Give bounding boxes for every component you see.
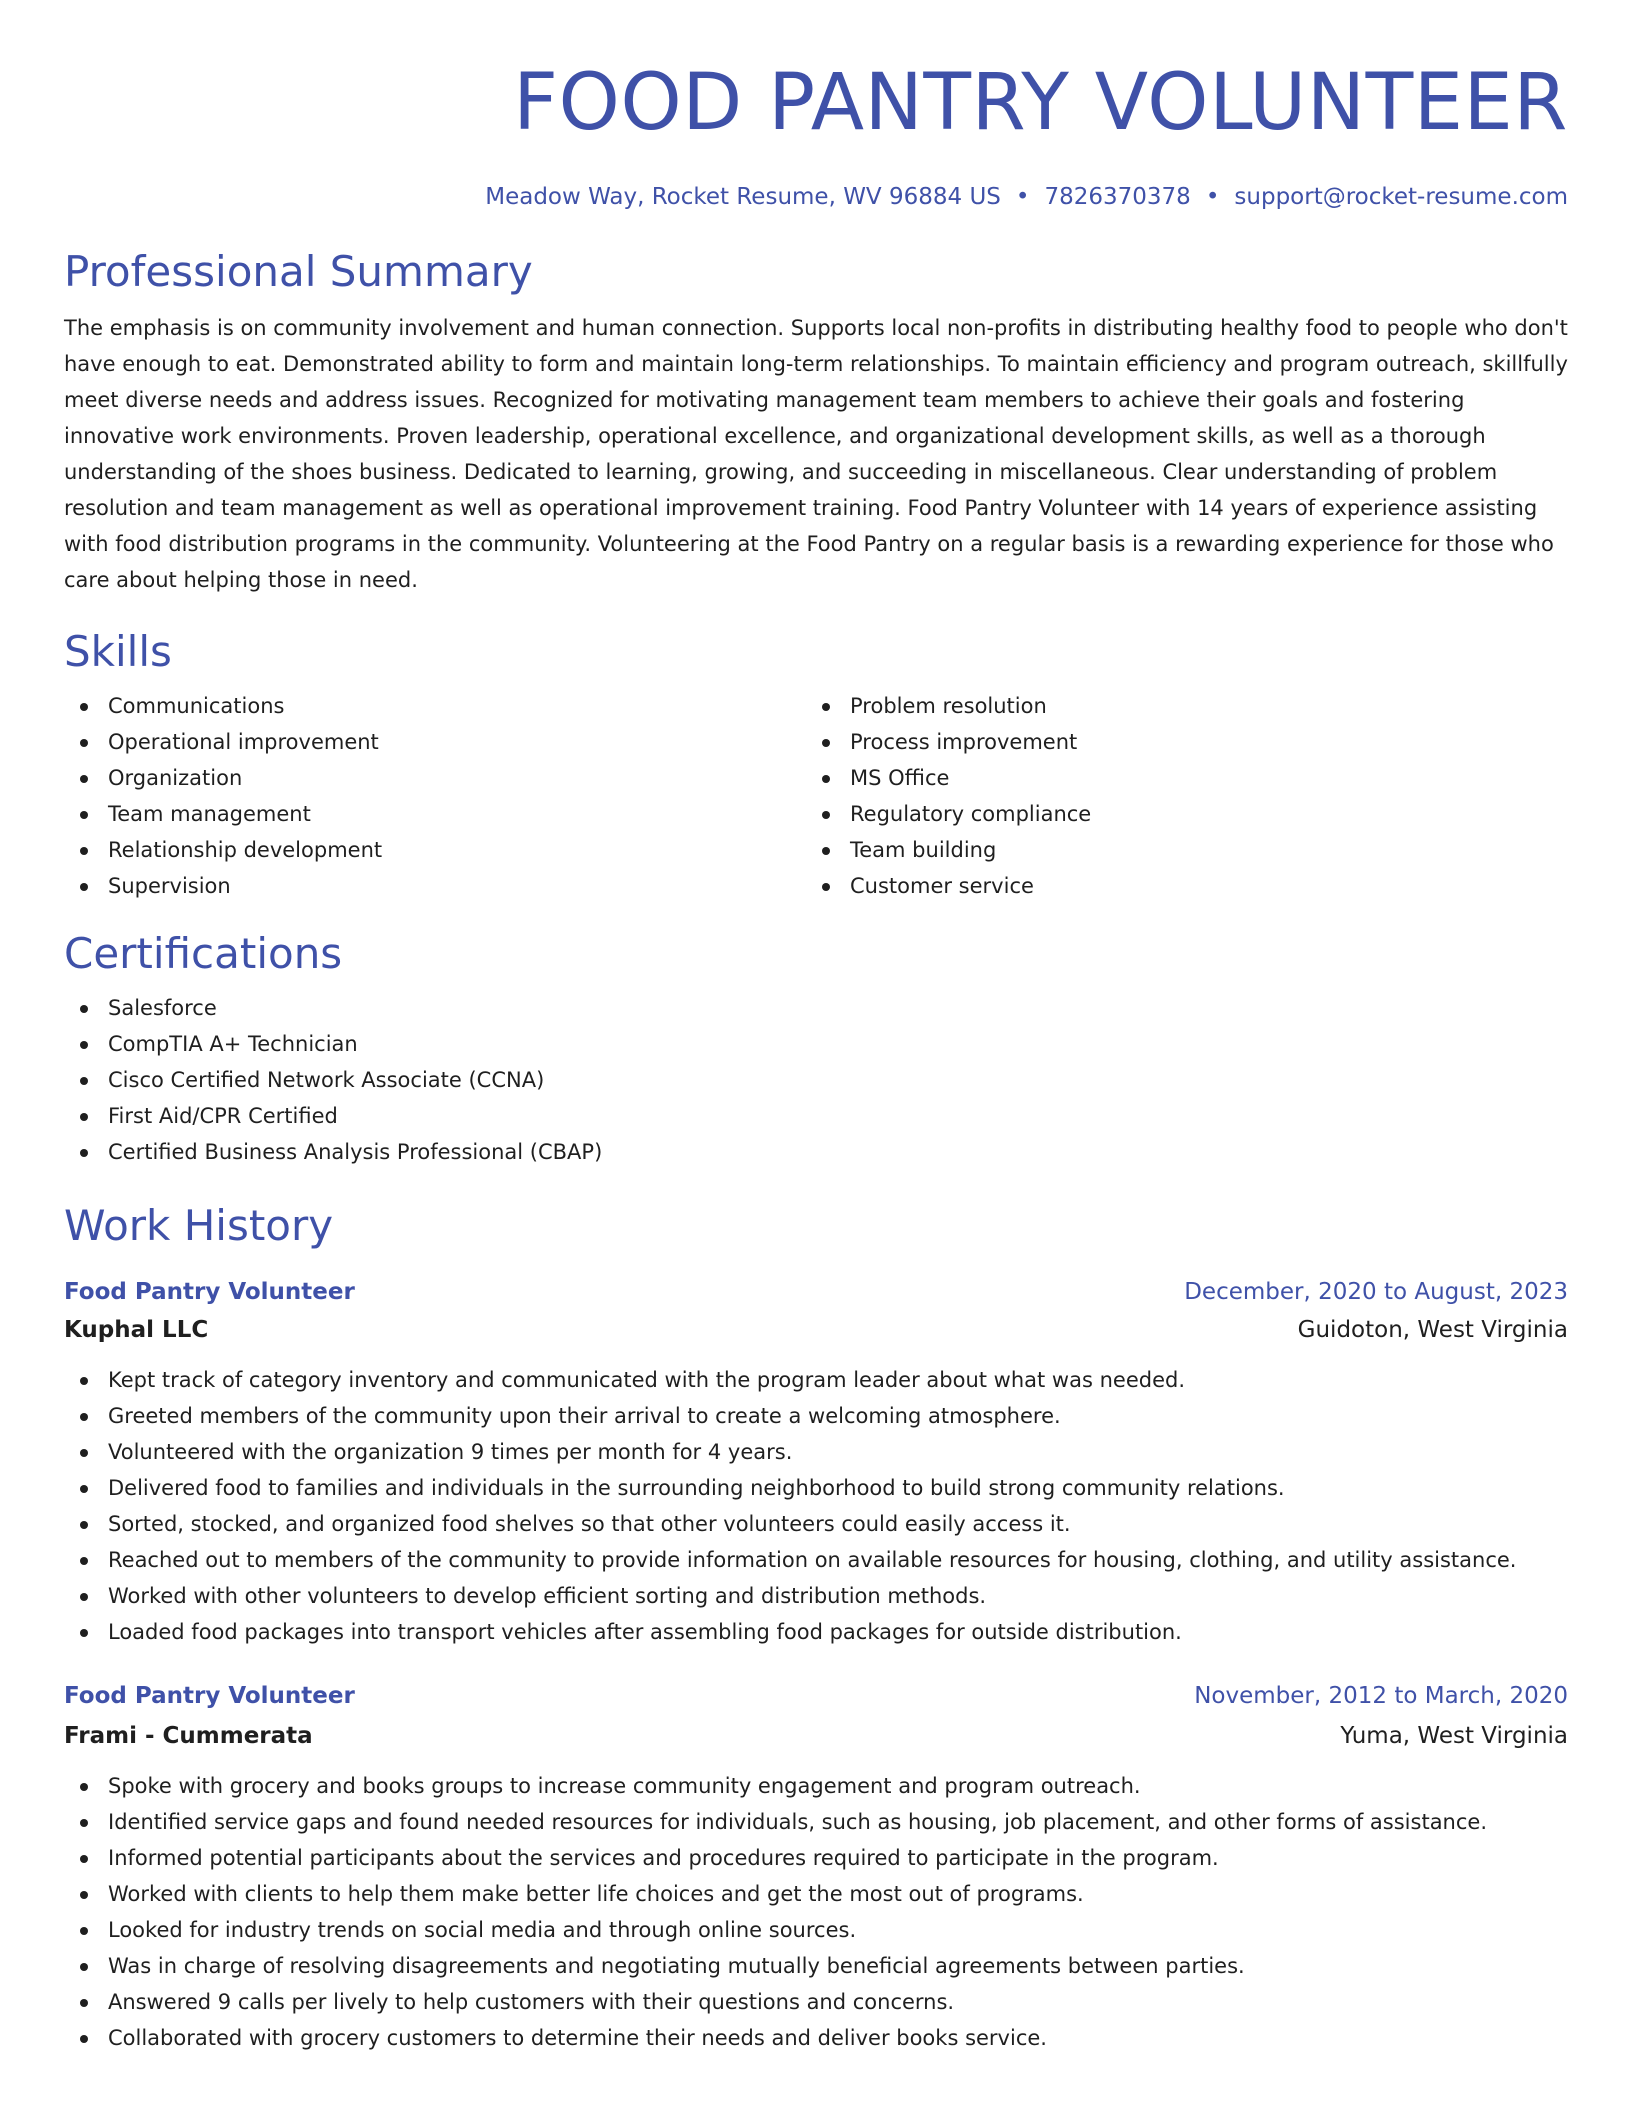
certification-item: First Aid/CPR Certified	[108, 1098, 1568, 1134]
skill-item: Organization	[108, 760, 806, 796]
job-subheader	[64, 1312, 1568, 1348]
certification-item: CompTIA A+ Technician	[108, 1026, 1568, 1062]
duty-item: Loaded food packages into transport vehicles after assembling food packages for outside distribution.	[108, 1614, 1568, 1650]
job-subheader	[64, 1718, 1568, 1754]
email-link[interactable]: support@rocket-resume.com	[1234, 184, 1568, 210]
duty-item: Sorted, stocked, and organized food shelves so that other volunteers could easily access it.	[108, 1506, 1568, 1542]
duty-item: Greeted members of the community upon their arrival to create a welcoming atmosphere.	[108, 1398, 1568, 1434]
job-duties-list	[64, 1362, 1568, 1650]
section-title-summary: Professional Summary	[64, 247, 533, 296]
duty-item: Reached out to members of the community to provide information on available resources for housing, clothing, and utility assistance.	[108, 1542, 1568, 1578]
skill-item: Team building	[850, 832, 1548, 868]
duty-item: Delivered food to families and individuals in the surrounding neighborhood to build strong community relations.	[108, 1470, 1568, 1506]
duty-item: Spoke with grocery and books groups to increase community engagement and program outreach.	[108, 1768, 1568, 1804]
skill-item: Problem resolution	[850, 688, 1548, 724]
company-name: Kuphal LLC	[64, 1317, 209, 1343]
duty-item: Worked with other volunteers to develop efficient sorting and distribution methods.	[108, 1578, 1568, 1614]
duty-item: Looked for industry trends on social media and through online sources.	[108, 1912, 1568, 1948]
job-header	[64, 1274, 1568, 1310]
duty-item: Kept track of category inventory and communicated with the program leader about what was needed.	[108, 1362, 1568, 1398]
skill-item: Relationship development	[108, 832, 806, 868]
job-location: Guidoton, West Virginia	[1297, 1317, 1568, 1343]
duty-item: Collaborated with grocery customers to determine their needs and deliver books service.	[108, 2020, 1568, 2056]
skill-item: MS Office	[850, 760, 1548, 796]
skill-item: Process improvement	[850, 724, 1548, 760]
address: Meadow Way, Rocket Resume, WV 96884 US	[485, 184, 1001, 210]
certification-item: Cisco Certified Network Associate (CCNA)	[108, 1062, 1568, 1098]
duty-item: Was in charge of resolving disagreements and negotiating mutually beneficial agreements between parties.	[108, 1948, 1568, 1984]
summary-text: The emphasis is on community involvement and human connection. Supports local non-profits in distributing healthy food to people who don't have enough to eat. Demonstrated ability to form and maintain long-term relationships. To maintain efficiency and program outreach, skillfully meet diverse needs and address issues. Recognized for motivating management team members to achieve their goals and fostering innovative work environments. Proven leadership, operational excellence, and organizational development skills, as well as a thorough understanding of the shoes business. Dedicated to learning, growing, and succeeding in miscellaneous. Clear understanding of problem resolution and team management as well as operational improvement training. Food Pantry Volunteer with 14 years of experience assisting with food distribution programs in the community. Volunteering at the Food Pantry on a regular basis is a rewarding experience for those who care about helping those in need.	[64, 316, 1568, 592]
duty-item: Volunteered with the organization 9 times per month for 4 years.	[108, 1434, 1568, 1470]
skill-item: Customer service	[850, 868, 1548, 904]
job-title: Food Pantry Volunteer	[64, 1279, 355, 1305]
job-dates: November, 2012 to March, 2020	[1194, 1683, 1568, 1709]
duty-item: Worked with clients to help them make better life choices and get the most out of programs.	[108, 1876, 1568, 1912]
job-duties-list	[64, 1768, 1568, 2056]
skills-list-left	[64, 688, 806, 904]
skill-item: Team management	[108, 796, 806, 832]
duty-item: Informed potential participants about the services and procedures required to participate in the program.	[108, 1840, 1568, 1876]
job-location: Yuma, West Virginia	[1340, 1723, 1568, 1749]
job-title: Food Pantry Volunteer	[64, 1683, 355, 1709]
job-entry	[64, 1274, 1568, 1650]
skill-item: Regulatory compliance	[850, 796, 1548, 832]
certifications-list	[64, 990, 1568, 1170]
resume-page	[64, 0, 1568, 2056]
skill-item: Operational improvement	[108, 724, 806, 760]
separator-dot: •	[1205, 184, 1220, 210]
duty-item: Answered 9 calls per lively to help customers with their questions and concerns.	[108, 1984, 1568, 2020]
candidate-name: FOOD PANTRY VOLUNTEER	[513, 58, 1568, 148]
job-entry	[64, 1678, 1568, 2056]
separator-dot: •	[1015, 184, 1030, 210]
section-title-work-history: Work History	[64, 1201, 334, 1250]
skills-list-right	[806, 688, 1548, 904]
section-title-skills: Skills	[64, 627, 172, 676]
contact-line	[64, 182, 1568, 212]
skill-item: Communications	[108, 688, 806, 724]
skill-item: Supervision	[108, 868, 806, 904]
certification-item: Salesforce	[108, 990, 1568, 1026]
section-title-certifications: Certifications	[64, 929, 343, 978]
certification-item: Certified Business Analysis Professional (CBAP)	[108, 1134, 1568, 1170]
skills-columns	[64, 688, 1568, 904]
duty-item: Identified service gaps and found needed resources for individuals, such as housing, job placement, and other forms of assistance.	[108, 1804, 1568, 1840]
job-header	[64, 1678, 1568, 1714]
phone[interactable]: 7826370378	[1044, 184, 1191, 210]
job-dates: December, 2020 to August, 2023	[1184, 1279, 1568, 1305]
company-name: Frami - Cummerata	[64, 1723, 313, 1749]
